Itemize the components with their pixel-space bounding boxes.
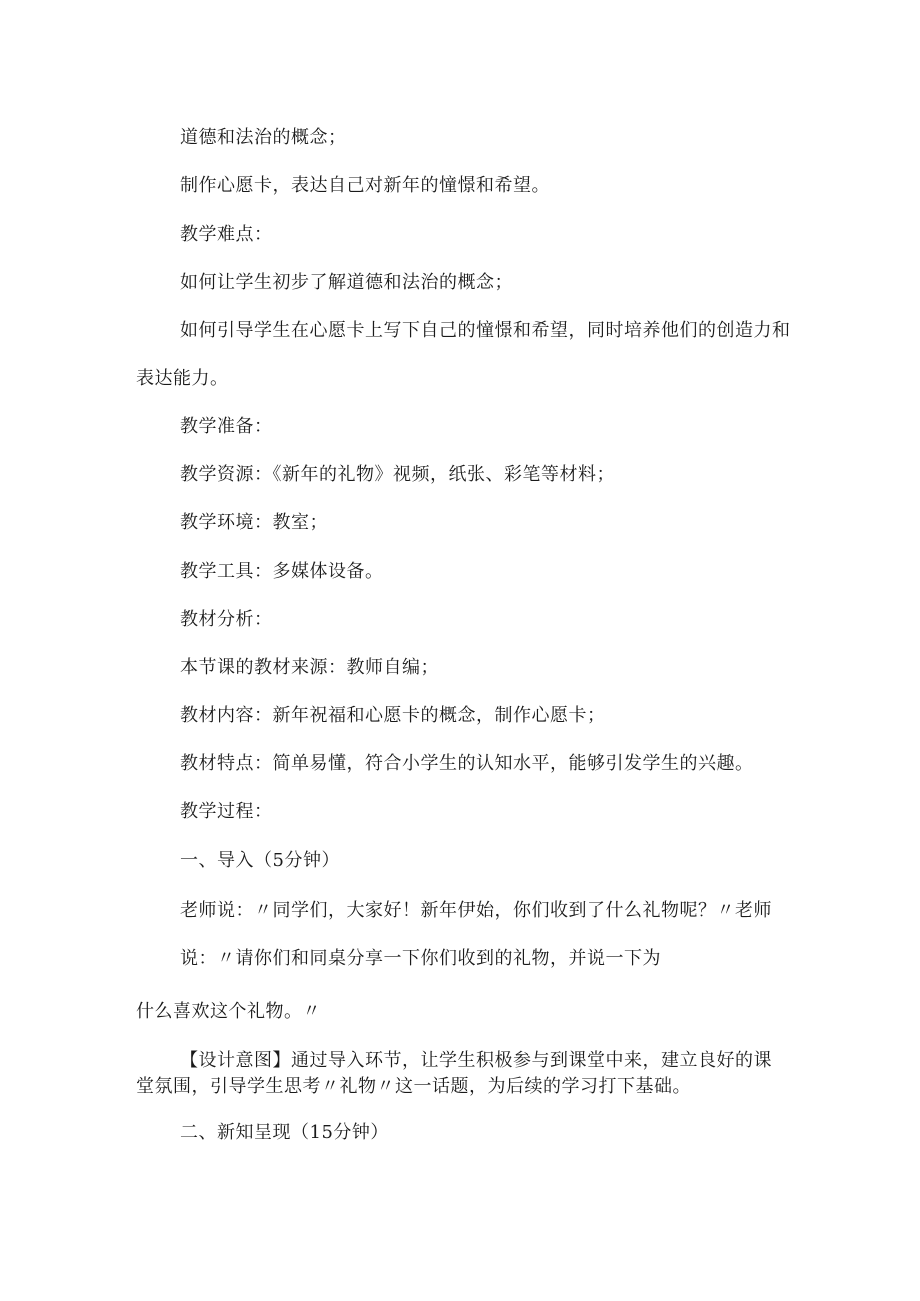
text-line: 如何引导学生在心愿卡上写下自己的憧憬和希望，同时培养他们的创造力和 — [180, 320, 791, 341]
text-line: 道德和法治的概念； — [180, 127, 347, 148]
section-heading: 一、导入（5分钟） — [180, 850, 340, 871]
text-line: 如何让学生初步了解道德和法治的概念； — [180, 272, 513, 293]
text-line: 老师说：〃同学们，大家好！新年伊始，你们收到了什么礼物呢？〃老师 — [180, 900, 772, 921]
design-intent-text: 堂氛围，引导学生思考〃礼物〃这一话题，为后续的学习打下基础。 — [136, 1076, 691, 1097]
text-line: 教学环境：教室； — [180, 512, 328, 533]
text-line: 说：〃请你们和同桌分享一下你们收到的礼物，并说一下为 — [180, 948, 661, 969]
text-line: 教学工具：多媒体设备。 — [180, 561, 384, 582]
text-line: 制作心愿卡，表达自己对新年的憧憬和希望。 — [180, 175, 550, 196]
text-line: 教材特点：简单易懂，符合小学生的认知水平，能够引发学生的兴趣。 — [180, 753, 754, 774]
section-heading: 教学准备： — [180, 416, 273, 437]
text-line: 什么喜欢这个礼物。〃 — [136, 1001, 321, 1022]
text-line: 表达能力。 — [136, 368, 229, 389]
section-heading: 教学难点： — [180, 224, 273, 245]
section-heading: 二、新知呈现（15分钟） — [180, 1122, 389, 1143]
text-line: 教材内容：新年祝福和心愿卡的概念，制作心愿卡； — [180, 705, 606, 726]
section-heading: 教材分析： — [180, 609, 273, 630]
section-heading: 教学过程： — [180, 801, 273, 822]
design-intent-text: 【设计意图】通过导入环节，让学生积极参与到课堂中来，建立良好的课 — [180, 1050, 772, 1071]
text-line: 本节课的教材来源：教师自编； — [180, 657, 439, 678]
text-line: 教学资源：《新年的礼物》视频，纸张、彩笔等材料； — [180, 464, 615, 485]
